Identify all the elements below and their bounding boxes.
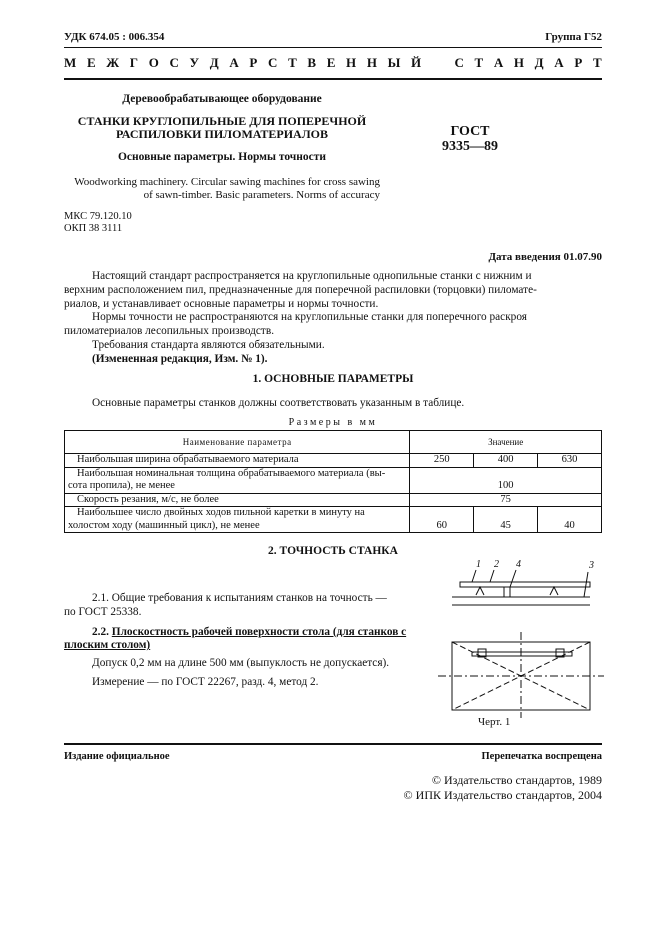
banner-letter: О [148,55,159,70]
reprint-prohibited: Перепечатка воспрещена [481,751,602,762]
row-value: 60 [410,507,474,533]
banner-letter: Н [346,55,357,70]
intro-line: Настоящий стандарт распространяется на круглопильные однопильные станки с нижним и [92,270,532,282]
document-subtitle: Основные параметры. Нормы точности [117,151,327,163]
banner-letter: Т [288,55,297,70]
row-value: 75 [410,493,602,507]
figure-label-4: 4 [516,559,521,570]
row-name-line: Наибольшее число двойных ходов пильной каретки в минуту на [77,507,365,518]
leader-4 [510,570,516,587]
section-1-heading: 1. ОСНОВНЫЕ ПАРАМЕТРЫ [252,373,414,385]
copyright-block [404,773,602,803]
table-row [65,493,602,507]
banner-letter: Р [574,55,583,70]
section-2-text [64,592,436,690]
row-name-line: Наибольшая номинальная толщина обрабатываемого материала (вы- [77,467,386,479]
clause-title-line-2: плоским столом) [64,639,151,652]
intro-line: риалов, и устанавливает основные параметры и нормы точности. [64,297,379,310]
row-name [65,467,410,493]
category-title: Деревообрабатывающее оборудование [122,93,322,105]
mks-code: МКС 79.120.10 [64,211,132,222]
group-code: Группа Г52 [545,31,602,43]
banner-letter: Р [249,55,258,70]
table-row [65,454,602,468]
measurement-text: Измерение — по ГОСТ 22267, разд. 4, метод 2. [92,675,319,688]
intro-line: Требования стандарта являются обязательными. [92,338,325,351]
banner-letter: А [493,55,504,70]
copyright-2004: © ИПК Издательство стандартов, 2004 [403,788,602,802]
row-name: Скорость резания, м/с, не более [65,493,410,507]
banner-letter: У [189,55,200,70]
banner-letter: С [268,55,278,70]
effective-date: Дата введения 01.07.90 [488,251,602,263]
classification-codes [64,211,132,235]
clause-title: Плоскостность рабочей поверхности стола (для станков с [111,625,407,638]
row-name: Наибольшая ширина обрабатываемого материала [65,454,410,468]
indicator [504,587,510,597]
gost-label: ГОСТ [450,124,490,139]
leader-2 [490,570,494,582]
units-caption: Размеры в мм [288,417,378,428]
banner-letter: А [554,55,564,70]
row-value: 40 [538,507,602,533]
straightedge-plan [472,652,572,656]
banner-letter: Й [411,55,422,70]
column-header-value: Значение [410,431,602,454]
leader-1 [472,570,476,582]
table-row [65,507,602,533]
okp-code: ОКП 38 3111 [64,223,123,234]
banner-letter: Д [209,55,219,70]
clause-number: 2.2. [92,625,109,638]
banner-letter: Ж [106,55,120,70]
banner-letter: Т [592,55,602,70]
banner-letter: Ы [387,55,401,70]
standard-banner [64,55,602,71]
amendment-note: (Измененная редакция, Изм. № 1). [92,352,268,365]
gost-number: 9335—89 [442,139,498,154]
official-edition: Издание официальное [64,751,170,762]
section-1-text: Основные параметры станков должны соответствовать указанным в таблице. [92,397,465,409]
copyright-1989: © Издательство стандартов, 1989 [431,773,602,787]
row-name-line: сота пропила), не менее [68,480,175,491]
intro-line: верхним расположением пил, предназначенные для поперечной распиловки (торцовки) пиломате- [64,283,537,296]
row-name [65,507,410,533]
clause-2-2-title [64,626,436,640]
row-name-line: холостом ходу (машинный цикл), не менее [68,519,260,531]
clause-2-1-line: по ГОСТ 25338. [64,605,142,618]
header-rule [64,47,602,48]
english-title-line-2: of sawn-timber. Basic parameters. Norms of accuracy [143,189,380,201]
table-header-row [65,431,602,454]
row-value: 100 [410,467,602,493]
banner-letter: А [229,55,239,70]
row-value: 250 [410,454,474,468]
parameters-table [64,430,602,533]
row-value: 45 [474,507,538,533]
banner-letter: Е [326,55,336,70]
figure-1-drawing [438,560,608,720]
row-value: 630 [538,454,602,468]
intro-line: пиломатериалов лесопильных производств. [64,325,275,338]
banner-letter: Г [129,55,139,70]
udk-code: УДК 674.05 : 006.354 [64,31,165,43]
banner-letter: В [307,55,317,70]
english-title [64,176,380,202]
tolerance-text: Допуск 0,2 мм на длине 500 мм (выпуклость не допускается). [92,657,390,670]
english-title-line-1: Woodworking machinery. Circular sawing machines for cross sawing [74,176,380,188]
intro-text [64,270,602,367]
leader-3 [584,572,588,597]
banner-letter: Т [474,55,484,70]
footer-rule [64,743,602,745]
column-header-name: Наименование параметра [65,431,410,454]
banner-rule [64,78,602,80]
banner-letter: Н [366,55,377,70]
table-row [65,467,602,493]
banner-letter: С [169,55,179,70]
support-left [476,587,484,595]
banner-letter: Д [534,55,544,70]
figure-caption: Черт. 1 [478,716,511,728]
document-title [64,115,380,141]
figure-label-1: 1 [476,559,481,570]
row-value: 400 [474,454,538,468]
banner-letter: М [64,55,77,70]
support-right [550,587,558,595]
banner-letter: Е [86,55,96,70]
clause-2-1-line: 2.1. Общие требования к испытаниям станков на точность — [92,592,387,604]
figure-label-3: 3 [589,560,594,571]
title-line-1: СТАНКИ КРУГЛОПИЛЬНЫЕ ДЛЯ ПОПЕРЕЧНОЙ [77,114,367,128]
gost-designation [412,124,528,154]
title-line-2: РАСПИЛОВКИ ПИЛОМАТЕРИАЛОВ [115,127,328,141]
banner-letter: С [454,55,464,70]
figure-label-2: 2 [494,559,499,570]
straightedge-side [460,582,590,587]
intro-line: Нормы точности не распространяются на круглопильные станки для поперечного раскроя [92,311,527,324]
banner-letter: Н [513,55,525,70]
section-2-heading: 2. ТОЧНОСТЬ СТАНКА [268,545,398,557]
